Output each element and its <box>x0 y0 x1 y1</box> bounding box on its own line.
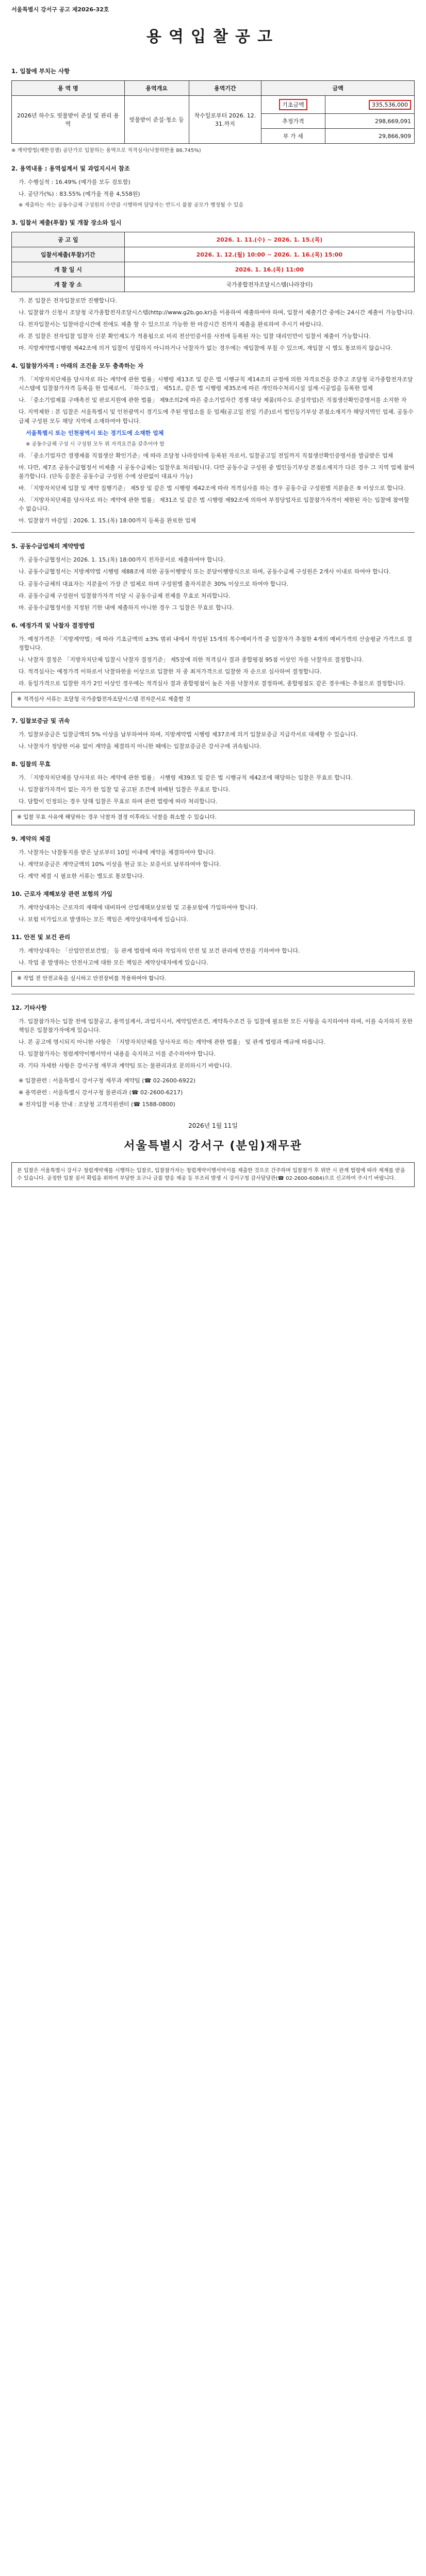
schedule-label: 입찰서제출(투찰)기간 <box>12 247 125 262</box>
section-12-para: 가. 입찰참가자는 입찰 전에 입찰공고, 용역설계서, 과업지시서, 계약일반조건, 계약특수조건 등 입찰에 필요한 모든 사항을 숙지하여야 하며, 이를 숙지하지 못한 책임은 입찰참가자에게 있습니다. <box>19 1018 413 1033</box>
schedule-value: 국가종합전자조달시스템(나라장터) <box>124 277 414 292</box>
section-6-para: 나. 낙찰자 결정은 「지방자치단체 입찰시 낙찰자 결정기준」 제5장에 의한 적격심사 결과 종합평점 95점 이상인 자를 낙찰자로 결정합니다. <box>19 656 364 663</box>
schedule-value: 2026. 1. 12.(월) 10:00 ~ 2026. 1. 16.(목) 15:00 <box>124 247 414 262</box>
page-title: 용역입찰공고 <box>146 28 280 46</box>
section-12-para: 나. 본 공고에 명시되지 아니한 사항은 「지방자치단체를 당사자로 하는 계약에 관한 법률」 및 관계 법령과 예규에 따릅니다. <box>19 1038 325 1045</box>
service-name: 2026년 하수도 빗물받이 준설 및 관리 용역 <box>12 96 125 144</box>
section-4-para: 아. 입찰참가 마감일 : 2026. 1. 15.(목) 18:00까지 등록을 완료한 업체 <box>19 517 196 524</box>
section-9-para: 나. 계약보증금은 계약금액의 10% 이상을 현금 또는 보증서로 납부하여야 합니다. <box>19 860 221 868</box>
section-4-para: 다. 지역제한 : 본 입찰은 서울특별시 및 인천광역시 경기도에 주된 영업소를 둔 업체(공고일 전일 기준)로서 법인등기부상 본점소재지가 해당지역인 업체. 공동수급체 구성원 모두 해당 지역에 소재하여야 합니다. <box>19 409 414 425</box>
base-amount-value: 335,536,000 <box>369 100 411 110</box>
amount-label: 추정가격 <box>261 114 325 129</box>
section-12-heading: 12. 기타사항 <box>11 1004 47 1011</box>
amount-value <box>325 96 414 114</box>
section-9-para: 다. 계약 체결 시 필요한 서류는 별도로 통보합니다. <box>19 872 144 879</box>
section-2-line: 나. 공단가(%) : 83.55% (예가율 적용 4,558원) <box>19 190 140 197</box>
overview-table <box>11 80 415 144</box>
col-amount: 금액 <box>261 81 415 96</box>
base-amount-label: 기초금액 <box>279 99 307 110</box>
schedule-table <box>11 232 415 292</box>
section-2-line: ※ 제출하는 자는 공동수급체 구성원의 수만큼 시행하며 담당자는 반드시 불참 공모가 행정될 수 있음 <box>19 202 244 208</box>
divider <box>11 532 415 533</box>
issuing-organization: 서울특별시 강서구 (분임)재무관 <box>124 1140 302 1153</box>
section-3-heading: 3. 입찰서 제출(투찰) 및 개찰 장소와 일시 <box>11 219 122 227</box>
section-1-heading: 1. 입찰에 부치는 사항 <box>11 67 70 75</box>
amount-label <box>261 96 325 114</box>
col-name: 용 역 명 <box>12 81 125 96</box>
section-1-note: ※ 계약방법(제한경쟁) 공단가로 입찰하는 용역으로 적격심사(낙찰하한율 86.745%) <box>11 148 201 154</box>
service-summary: 빗물받이 준설·청소 등 <box>124 96 189 144</box>
contact-line: ※ 입찰관련 : 서울특별시 강서구청 재무과 계약팀 (☎ 02-2600-6922) <box>19 1077 195 1084</box>
section-8-heading: 8. 입찰의 무효 <box>11 760 51 768</box>
section-5-para: 나. 공동수급협정서는 지방계약법 시행령 제88조에 의한 공동이행방식 또는 분담이행방식으로 하며, 공동수급체 구성원은 2개사 이내로 하여야 합니다. <box>19 568 391 575</box>
section-10-para: 나. 보험 미가입으로 발생하는 모든 책임은 계약상대자에게 있습니다. <box>19 916 188 923</box>
section-11-para: 가. 계약상대자는 「산업안전보건법」 등 관계 법령에 따라 작업자의 안전 및 보건 관리에 만전을 기하여야 합니다. <box>19 947 300 954</box>
amount-value: 29,866,909 <box>325 129 414 144</box>
section-4-para: 마. 다만, 제7조 공동수급협정서 미제출 시 공동수급체는 입찰무효 처리됩니다. 다만 공동수급 구성원 중 법인등기부상 본점소재지가 다른 경우 그 지역 업체 참여 불가합니다. (단독 응찰은 공동수급 구성원 수에 상관없이 대표사 가능) <box>19 464 415 480</box>
section-3-note: 나. 입찰참가 신청시 조달청 국가종합전자조달시스템(http://www.g2b.go.kr)을 이용하여 제출하여야 하며, 입찰서 제출기간 중에는 24시간 제출이 가능합니다. <box>19 309 415 316</box>
section-5-para: 다. 공동수급체의 대표자는 지분율이 가장 큰 업체로 하며 구성원별 출자지분은 30% 이상으로 하여야 합니다. <box>19 580 289 587</box>
col-period: 용역기간 <box>189 81 261 96</box>
service-period: 착수일로부터 2026. 12. 31.까지 <box>189 96 261 144</box>
section-6-notebox: ※ 적격심사 서류는 조달청 국가종합전자조달시스템 전자문서로 제출할 것 <box>11 692 415 707</box>
integrity-notice-box: 본 입찰은 서울특별시 강서구 청렴계약제를 시행하는 입찰로, 입찰참가자는 청렴계약이행서약서를 제출한 것으로 간주하며 입찰참가 후 위반 시 관계 법령에 따라 제재를 받을 수 있습니다. 공정한 입찰 질서 확립을 위하여 부당한 요구나 금품 향응 제공 등 부조리 발생 시 강서구청 감사담당관(☎ 02-2600-6084)으로 신고하여 주시기 바랍니다. <box>11 1162 415 1187</box>
section-12-para: 다. 입찰참가자는 청렴계약이행서약서 내용을 숙지하고 이를 준수하여야 합니다. <box>19 1050 216 1057</box>
section-4-heading: 4. 입찰참가자격 : 아래의 조건을 모두 충족하는 자 <box>11 362 144 370</box>
schedule-value: 2026. 1. 16.(목) 11:00 <box>124 262 414 277</box>
section-5-para: 가. 공동수급협정서는 2026. 1. 15.(목) 18:00까지 전자문서로 제출하여야 합니다. <box>19 556 225 564</box>
section-2-heading: 2. 용역내용 : 용역설계서 및 과업지시서 참조 <box>11 164 130 172</box>
section-4-para: 나. 「중소기업제품 구매촉진 및 판로지원에 관한 법률」 제9조의2에 따른 중소기업자간 경쟁 대상 제품(하수도 준설작업)은 직접생산확인증명서를 소지한 자 <box>19 397 407 404</box>
region-highlight: 서울특별시 또는 인천광역시 또는 경기도에 소재한 업체 <box>26 429 164 436</box>
col-summary: 용역개요 <box>124 81 189 96</box>
notice-number: 서울특별시 강서구 공고 제2026-32호 <box>11 6 109 13</box>
section-9-heading: 9. 계약의 체결 <box>11 835 51 842</box>
section-4-para: 가. 「지방자치단체를 당사자로 하는 계약에 관한 법률」시행령 제13조 및 같은 법 시행규칙 제14조의 규정에 의한 자격요건을 갖추고 조달청 국가종합전자조달시스템에 입찰참가자격 등록을 한 업체로서, 「하수도법」 제51조, 같은 법 시행령 제35조에 따른 개인하수처리시설 설계·시공업을 등록한 업체 <box>19 376 413 392</box>
section-3-note: 가. 본 입찰은 전자입찰로만 진행합니다. <box>19 297 117 304</box>
notice-date: 2026년 1월 11일 <box>188 1122 238 1130</box>
section-11-para: 나. 작업 중 발생하는 안전사고에 대한 모든 책임은 계약상대자에게 있습니다. <box>19 959 208 966</box>
section-5-heading: 5. 공동수급업체의 계약방법 <box>11 543 85 550</box>
section-9-para: 가. 낙찰자는 낙찰통지를 받은 날로부터 10일 이내에 계약을 체결하여야 합니다. <box>19 849 216 856</box>
schedule-value: 2026. 1. 11.(수) ~ 2026. 1. 15.(목) <box>124 232 414 247</box>
section-8-notebox: ※ 입찰 무효 사유에 해당하는 경우 낙찰자 결정 이후라도 낙찰을 취소할 수 있습니다. <box>11 810 415 825</box>
section-6-para: 다. 적격심사는 예정가격 이하로서 낙찰하한율 이상으로 입찰한 자 중 최저가격으로 입찰한 자 순으로 심사하여 결정합니다. <box>19 668 322 675</box>
section-2-line: 가. 수행실적 : 16.49% (예가를 모두 검토함) <box>19 178 130 185</box>
section-4-para: 라. 「중소기업자간 경쟁제품 직접생산 확인기준」에 따라 조달청 나라장터에 등록된 자로서, 입찰공고일 전일까지 직접생산확인증명서를 발급받은 업체 <box>19 452 394 460</box>
amount-value: 298,669,091 <box>325 114 414 129</box>
section-6-para: 가. 예정가격은 「지방계약법」에 따라 기초금액의 ±3% 범위 내에서 작성된 15개의 복수예비가격 중 입찰자가 추첨한 4개의 예비가격의 산술평균 가격으로 결정합니다. <box>19 635 413 651</box>
section-12-para: 라. 기타 자세한 사항은 강서구청 재무과 계약팀 또는 물관리과로 문의하시기 바랍니다. <box>19 1062 232 1069</box>
section-6-heading: 6. 예정가격 및 낙찰자 결정방법 <box>11 621 95 629</box>
section-8-para: 나. 입찰참가자격이 없는 자가 한 입찰 및 공고된 조건에 위배된 입찰은 무효로 합니다. <box>19 786 231 793</box>
section-6-para: 라. 동일가격으로 입찰한 자가 2인 이상인 경우에는 적격심사 결과 종합평점이 높은 자를 낙찰자로 결정하며, 종합평점도 같은 경우에는 추첨으로 결정합니다. <box>19 680 405 687</box>
section-11-heading: 11. 안전 및 보건 관리 <box>11 933 71 941</box>
section-4-para: 사. 「지방자치단체를 당사자로 하는 계약에 관한 법률」 제31조 및 같은 법 시행령 제92조에 의하여 부정당업자로 입찰참가자격이 제한된 자는 입찰에 참여할 수 없습니다. <box>19 497 409 513</box>
schedule-label: 공 고 일 <box>12 232 125 247</box>
section-11-notebox: ※ 작업 전 안전교육을 실시하고 안전장비를 착용하여야 합니다. <box>11 971 415 987</box>
contact-line: ※ 용역관련 : 서울특별시 강서구청 물관리과 (☎ 02-2600-6217) <box>19 1089 183 1096</box>
notice-footer <box>11 1121 415 1153</box>
section-5-para: 마. 공동수급협정서를 지정된 기한 내에 제출하지 아니한 경우 그 입찰은 무효로 합니다. <box>19 604 234 611</box>
section-3-note: 라. 본 입찰은 전자입찰 입찰자 신분 확인제도가 적용됨으로 미리 전산인증서를 사전에 등록된 자는 입찰 대리인만이 입찰서 제출이 가능합니다. <box>19 333 371 340</box>
section-8-para: 다. 담합이 인정되는 경우 당해 입찰은 무효로 하며 관련 법령에 따라 처리합니다. <box>19 798 218 805</box>
section-10-para: 가. 계약상대자는 근로자의 재해에 대비하여 산업재해보상보험 및 고용보험에 가입하여야 합니다. <box>19 904 258 911</box>
contact-line: ※ 전자입찰 이용 안내 : 조달청 고객지원센터 (☎ 1588-0800) <box>19 1101 175 1108</box>
region-note: ※ 공동수급체 구성 시 구성원 모두 위 자격요건을 갖추어야 함 <box>26 441 165 447</box>
section-7-para: 가. 입찰보증금은 입찰금액의 5% 이상을 납부하여야 하며, 지방계약법 시행령 제37조에 의거 입찰보증금 지급각서로 대체할 수 있습니다. <box>19 731 358 738</box>
section-8-para: 가. 「지방자치단체를 당사자로 하는 계약에 관한 법률」 시행령 제39조 및 같은 법 시행규칙 제42조에 해당하는 입찰은 무효로 합니다. <box>19 774 353 781</box>
schedule-label: 개 찰 장 소 <box>12 277 125 292</box>
amount-label: 부 가 세 <box>261 129 325 144</box>
section-3-note: 다. 전자입찰서는 입찰마감시간에 전에도 제출 할 수 있으므로 가능한 한 마감시간 전까지 제출을 완료하여 주시기 바랍니다. <box>19 321 323 328</box>
schedule-label: 개 찰 일 시 <box>12 262 125 277</box>
section-7-para: 나. 낙찰자가 정당한 이유 없이 계약을 체결하지 아니한 때에는 입찰보증금은 강서구에 귀속됩니다. <box>19 742 261 750</box>
section-3-note: 마. 지방계약법시행령 제42조에 의거 입찰이 성립하지 아니하거나 낙찰자가 없는 경우에는 재입찰에 부칠 수 있으며, 재입찰 시 별도 통보하지 않습니다. <box>19 345 392 352</box>
section-4-para: 바. 「지방자치단체 입찰 및 계약 집행기준」 제5장 및 같은 법 시행령 제42조에 따라 적격심사를 하는 경우 공동수급 구성원별 지분율은 ⑤ 이상으로 합니다. <box>19 485 405 492</box>
section-5-para: 라. 공동수급체 구성원이 입찰참가자격 미달 시 공동수급체 전체를 무효로 처리합니다. <box>19 592 231 599</box>
section-10-heading: 10. 근로자 재해보상 관련 보험의 가입 <box>11 890 112 897</box>
section-7-heading: 7. 입찰보증금 및 귀속 <box>11 717 70 724</box>
